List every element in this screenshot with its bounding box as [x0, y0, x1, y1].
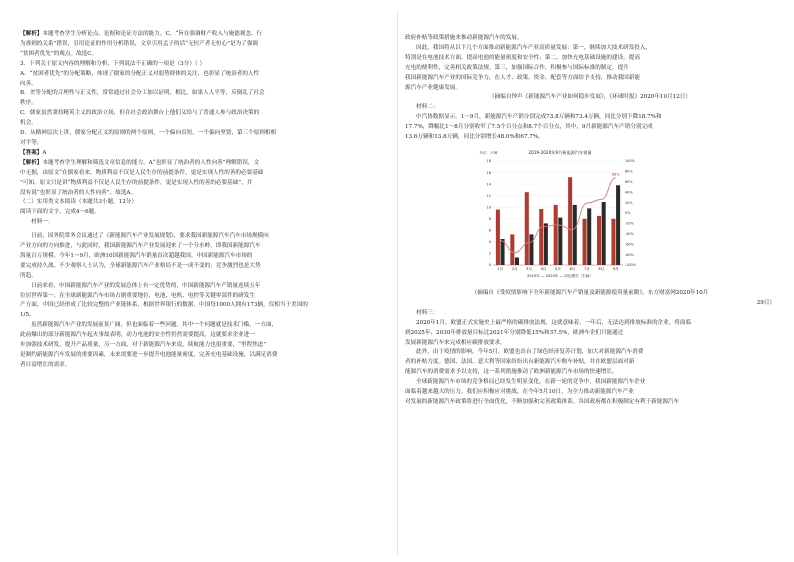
material-1-text: 日前，国务院常务会议通过了《新能源汽车产业发展规划》，要求我国新能源汽车汽车市场规模向	[31, 233, 269, 240]
source-citation-2-date: 29日）	[756, 299, 775, 306]
text-line: 所趋。	[20, 272, 37, 279]
text-line: 因此，我国将从以下几个方面推动新能源汽车产业高质量发展：第一，继续加大技术研发投入，	[416, 44, 651, 51]
bar-series-b	[515, 257, 519, 265]
analysis-2	[20, 30, 390, 40]
bar-series-a	[525, 192, 529, 265]
text-line: 要完成持久战。不少观察人士认为，全球新能源汽车产业格局不是一成不变的，竞争激烈也是大势	[20, 262, 261, 269]
text-line: 此前爆出的部分新能源汽车起火事故表明，动力电池的安全性仍然需要提高，这就要求企业进一	[20, 332, 255, 339]
answer-tag: 【答案】	[20, 149, 43, 156]
y-tick-label: 18	[486, 159, 491, 164]
source-citation-1: （摘编自钟声《新能源汽车产业如何稳步发展》，《环球时报》2020年10月12日）	[489, 94, 691, 101]
right-column	[405, 34, 775, 408]
text-line: 产方面，中国已经形成了比较完整的产业链体系，根据世界银行的数据，中国每1000人拥有173辆，仅相当于美国的	[20, 302, 308, 309]
text-line: 者的补贴力度。德国、法国、意大利等国家纷纷出台新能源汽车购车补贴，并在欧盟层面对新	[405, 359, 635, 366]
y-tick-label: 2	[488, 251, 491, 256]
y2-tick-label: 100%	[625, 159, 635, 164]
bar-series-b	[602, 202, 606, 265]
material-2-heading: 材料二：	[416, 104, 439, 111]
text-line: 是制约新能源汽车发展的重要因素，未来需要进一步提升电池能量密度，完善充电基础设施，以满足消费	[20, 352, 278, 358]
text-line: 全球新能源汽车市场的竞争格局已经发生明显变化，在新一轮的竞争中，我国新能源汽车企业	[416, 379, 646, 386]
chart-svg	[475, 147, 645, 285]
y2-tick-label: 0%	[625, 211, 631, 216]
text-line: 产业方向的方向推进，与此同时，我国新能源汽车产业发展迎来了一个分水岭，即我国新能源汽车	[20, 243, 261, 250]
source-citation-2: （摘编自《受疫情影响下全年新能源汽车产销量及新能源使用量前瞻》，东方财富网2020年10月	[471, 289, 709, 296]
analysis-text: 本题考查学生理解和筛选文章信息的能力。A“也彰显了统治者的人性向善”理解错误，文	[42, 159, 260, 166]
y2-tick-label: -80%	[625, 252, 634, 257]
text-line: 步加强技术研发，提升产品质量，另一方面，对于新能源汽车来说，续航能力也很重要，“里程焦虑”	[20, 342, 267, 349]
text-line: 者日益增长的需求。	[20, 361, 71, 368]
text-line: 为准则的关系”错误，引用论证的作用分析错误，文章引用孟子的话“无恒产者无恒心”是为了强调	[20, 40, 258, 47]
analysis-3	[20, 159, 390, 169]
text-line: 1/5。	[20, 312, 35, 319]
bar-series-b	[573, 205, 577, 265]
bar-series-b	[544, 223, 548, 265]
bar-series-a	[554, 205, 558, 265]
text-line: 虽然新能源汽车产业的发展前景广阔，但也面临着一些问题。其中一个问题就是技术门槛，一方面，	[31, 322, 278, 329]
text-line: 对发展的新能源汽车政策将进行全面优化，不断加强和完善政策体系。各国政府都在积极制定有利于新能源汽车	[405, 398, 680, 405]
text-line: ”可知，原文只是讲“物质利益不仅是人民生存的前提条件，更是实现人性的善的必要基础”，并	[20, 179, 253, 186]
sales-chart	[475, 147, 645, 285]
chart-legend: 2019年 — 2020年 — 同比增长（右轴）	[527, 273, 593, 278]
text-line: 秩序。	[20, 100, 37, 107]
y-tick-label: 16	[486, 170, 491, 175]
text-line: 能源汽车的消费需求予以支持，这一系列措施推动了欧洲新能源汽车市场的快速增长。	[405, 369, 618, 376]
y-tick-label: 14	[486, 182, 491, 187]
chart-title: 2019-2020年9月新能源汽车销量	[528, 149, 592, 155]
text-line: 日前来看，中国新能源汽车产业的发展总体上有一定优势的，中国新能源汽车产销量连续五年	[31, 282, 261, 289]
material-3-heading: 材料三：	[416, 309, 439, 316]
y2-tick-label: -60%	[625, 242, 634, 247]
text-line: 到2025年、2030年排放量目标比2021年分别降低15%和37.5%，欧洲车企们只能通过	[405, 329, 624, 336]
x-tick-label: 7月	[583, 266, 590, 271]
y2-tick-label: 80%	[625, 169, 633, 174]
text-line: 没有说“也彰显了统治者的人性向善”。故选A。	[20, 189, 137, 196]
text-line: 特别是在电池技术方面，提高电池的能量密度和安全性；第二，加快充电基础设施的建设，提高	[405, 54, 640, 61]
text-line: 对平等。	[20, 139, 43, 146]
bar-series-a	[539, 209, 543, 265]
text-line: 面临着越来越大的压力。我们应积极应对挑战，在今年5月10日，为全力推动新能源汽车产业	[405, 389, 634, 396]
text-line: 充电的便利性，完善相关政策法规。第三，加强国际合作，积极参与国际标准的制定，提升	[405, 64, 629, 71]
y2-tick-label: 20%	[625, 200, 633, 205]
x-tick-label: 4月	[540, 266, 547, 271]
x-tick-label: 3月	[526, 266, 533, 271]
text-line: 中无据，由原文“在儒家看来，物质利益不仅是人民生存的前提条件，更是实现人性的善的必要基础	[20, 169, 264, 176]
x-tick-label: 8月	[598, 266, 605, 271]
answer-value: A	[42, 149, 47, 156]
y2-tick-label: -40%	[625, 231, 634, 236]
bar-series-a	[597, 216, 601, 265]
x-tick-label: 5月	[555, 266, 561, 271]
growth-data-label: 68%	[611, 172, 620, 177]
option-b: B．差等分配的合理性与正义性，常常通过社会分工加以证明，相比，如果人人平等，反倒乱了社会	[20, 90, 265, 97]
analysis-text: 本题考查学生分析论点、论据和论证方法的能力。C，“旨在强调财产收入与施德观念、行	[42, 31, 263, 37]
bar-series-a	[568, 177, 572, 265]
bar-series-b	[587, 208, 591, 265]
option-d: D．从精神层次上讲，儒家分配正义的原则的两个原则，一个偏向首短，一个偏向坚贤，第三个原则相相	[20, 130, 277, 137]
section-heading: （二）实用类文本阅读（本题共3小题，12分）	[20, 199, 137, 206]
text-line: 发展新能源汽车来完成相应碳排放要求。	[405, 339, 506, 346]
y-tick-label: 0	[488, 263, 491, 268]
chart-unit-label: 单位：万辆	[479, 150, 497, 155]
bar-series-a	[496, 210, 500, 265]
text-line: 此外，由于疫情的影响，今年5月，欧盟也出台了绿色经济复苏计划，加大对新能源汽车消费	[416, 349, 644, 356]
text-line: 源汽车产业健康发展。	[405, 84, 461, 91]
y2-tick-label: -20%	[625, 221, 634, 226]
material-1-heading: 材料一：	[31, 219, 54, 226]
y2-tick-label: 60%	[625, 179, 633, 184]
material-2-text: 中汽协数据显示，1～9月，新能源汽车产销分别完成73.8万辆和73.4万辆，同比分别下降18.7%和	[416, 114, 662, 121]
bar-series-a	[583, 219, 587, 265]
instructions: 阅读下面的文字，完成4～6题。	[20, 209, 100, 216]
analysis-tag: 【解析】	[20, 159, 43, 166]
y2-tick-label: 40%	[625, 190, 633, 195]
material-3-text: 2020年1月，欧盟正式实施史上最严格的碳排放法规，这就意味着，一年后，无法达到排放标准的企业，将面临	[416, 319, 692, 326]
text-line: 17.7%，降幅比1～8月分别收窄了7.5个百分点和8.7个百分点，其中，9月新能源汽车产销分别完成	[405, 124, 653, 131]
text-line: 我国新能源汽车产业的国际竞争力，在人才、政策、资金、配套等方面给予支持，推动我国新能	[405, 74, 640, 81]
text-line: 13.6万辆和13.8万辆，同比分别增长48.0%和67.7%。	[405, 134, 544, 141]
column-divider	[397, 10, 398, 555]
question-3: 3．下列关于原文内容的理解和分析，下列说法不正确的一项是（3分）（ ）	[20, 60, 206, 67]
bar-series-b	[529, 234, 533, 265]
y-tick-label: 4	[488, 240, 491, 245]
text-line: 位居世界第一。在全球新能源汽车市场占据重要地位，电池、电机、电控等关键零部件的研发生	[20, 292, 255, 299]
left-column	[20, 30, 390, 371]
y-tick-label: 8	[488, 216, 491, 221]
y-tick-label: 6	[488, 228, 491, 233]
text-line: 政府补贴等政策措施来推动新能源汽车的发展。	[405, 35, 523, 41]
bar-series-b	[616, 185, 620, 265]
text-line: 机会。	[20, 120, 37, 127]
bar-series-a	[611, 219, 615, 265]
y2-tick-label: -100%	[625, 263, 636, 268]
bar-series-a	[510, 234, 514, 265]
option-a: A．“贫困者优先”的分配策略，体现了儒家的分配正义对弱势群体的关注，也彰显了统治者的人性	[20, 70, 260, 77]
analysis-tag: 【解析】	[20, 31, 43, 37]
bar-series-b	[501, 239, 505, 265]
y-tick-label: 12	[486, 193, 491, 198]
x-tick-label: 2月	[511, 266, 518, 271]
x-tick-label: 9月	[612, 266, 619, 271]
text-line: 海量百万规模。今年1～9月，欧洲10国新能源汽车销量首次超越我国。中国新能源汽车市场的	[20, 252, 253, 259]
x-tick-label: 1月	[497, 266, 504, 271]
option-c: C．儒家虽然秉持精英主义的政治立场，但在社会政治舞台上他们又给与了普通人参与政治决策的	[20, 110, 260, 117]
text-line: 向善。	[20, 80, 37, 87]
x-tick-label: 6月	[569, 266, 576, 271]
text-line: “贫困者优先”的观点。故选C。	[20, 50, 98, 57]
answer-3	[20, 149, 390, 159]
y-tick-label: 10	[486, 205, 491, 210]
